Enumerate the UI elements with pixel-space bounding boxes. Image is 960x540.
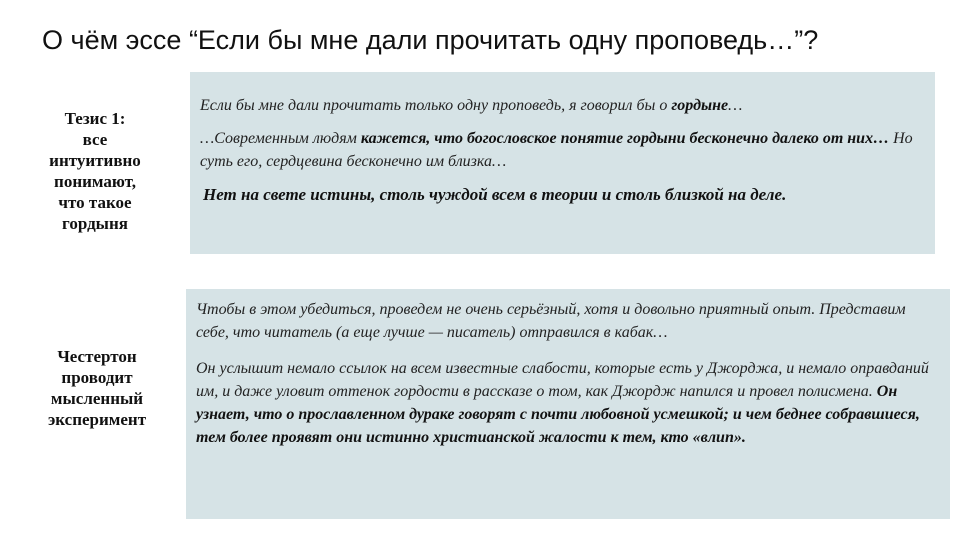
experiment-label-line: эксперимент xyxy=(47,410,147,429)
thesis-label-line: все xyxy=(82,130,108,149)
thesis-label-line: что такое xyxy=(58,193,132,212)
quote-box-thesis xyxy=(190,72,935,254)
quote-emphasis: кажется, что богословское понятие гордыни бесконечно далеко от них… xyxy=(360,130,890,147)
quote-paragraph: Чтобы в этом убедиться, проведем не очень серьёзный, хотя и довольно приятный опыт. Представим себе, что читатель (а еще лучше — писатель) отправился в кабак… xyxy=(196,301,906,341)
quote-text: Если бы мне дали прочитать только одну проповедь, я говорил бы о xyxy=(200,97,672,114)
quote-paragraph xyxy=(200,94,923,117)
quote-text: Он услышит немало ссылок на всем известные слабости, которые есть у Джорджа, и немало оправданий им, и даже уловит оттенок гордости в рассказе о том, как Джордж напился и провел полисмена. xyxy=(196,360,929,400)
experiment-label xyxy=(22,346,172,430)
quote-emphasis: гордыне xyxy=(671,97,729,114)
thesis-label-line: Тезис 1: xyxy=(64,109,126,128)
quote-text: Но суть его, сердцевина бесконечно им близка… xyxy=(200,130,913,170)
quote-paragraph xyxy=(200,127,923,173)
experiment-label-line: мысленный xyxy=(50,389,144,408)
quote-paragraph xyxy=(196,357,940,449)
thesis-label-line: понимают, xyxy=(54,172,136,191)
experiment-label-line: Честертон xyxy=(57,347,137,366)
quote-text: …Современным людям xyxy=(200,130,361,147)
quote-paragraph-key: Нет на свете истины, столь чуждой всем в теории и столь близкой на деле. xyxy=(203,185,787,204)
thesis-label-line: интуитивно xyxy=(49,151,141,170)
slide-title: О чём эссе “Если бы мне дали прочитать одну проповедь…”? xyxy=(42,25,819,55)
experiment-label-line: проводит xyxy=(61,368,133,387)
thesis-label-line: гордыня xyxy=(62,214,128,233)
thesis-label xyxy=(28,108,162,234)
quote-box-experiment xyxy=(186,289,950,519)
quote-emphasis: Он узнает, что о прославленном дураке говорят с почти любовной усмешкой; и чем беднее собравшиеся, тем более проявят они истинно христианской жалости к тем, кто «влип». xyxy=(196,383,920,446)
quote-text: … xyxy=(728,97,743,114)
